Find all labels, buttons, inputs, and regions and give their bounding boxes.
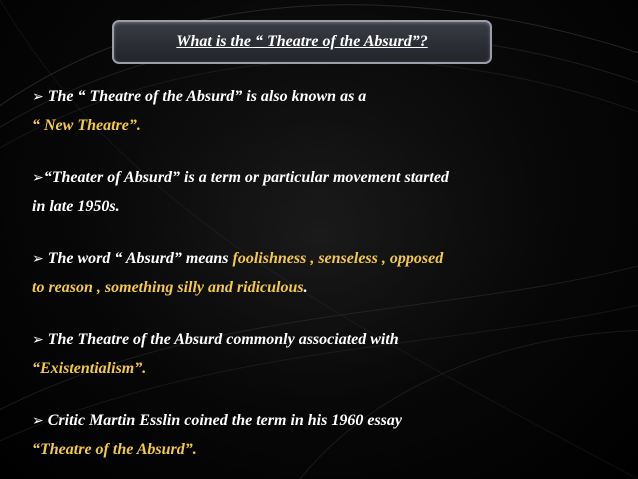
- point-2-line-2: in late 1950s.: [32, 198, 120, 215]
- arrow-bullet-icon: ➢: [32, 90, 44, 105]
- highlight-text: to reason , something silly and ridiculous: [32, 279, 304, 296]
- point-3: [32, 245, 622, 302]
- slide-content: [32, 83, 622, 479]
- point-4-line-1: ➢ The Theatre of the Absurd commonly associated with: [32, 331, 399, 348]
- point-4-line-2: “Existentialism”.: [32, 360, 147, 377]
- arrow-bullet-icon: ➢: [32, 414, 44, 429]
- point-3-line-2: to reason , something silly and ridiculous.: [32, 279, 308, 296]
- point-4: [32, 326, 622, 383]
- point-1: [32, 83, 622, 140]
- slide-title: What is the “ Theatre of the Absurd”?: [176, 33, 428, 50]
- point-1-line-2: “ New Theatre”.: [32, 117, 141, 134]
- point-5-line-1: ➢ Critic Martin Esslin coined the term in his 1960 essay: [32, 412, 403, 429]
- point-1-line-1: ➢ The “ Theatre of the Absurd” is also known as a: [32, 88, 367, 105]
- point-2: [32, 164, 622, 221]
- arrow-bullet-icon: ➢: [32, 171, 44, 186]
- title-box: [112, 20, 492, 64]
- point-3-line-1: ➢ The word “ Absurd” means foolishness , senseless , opposed: [32, 250, 444, 267]
- point-5-line-2: “Theatre of the Absurd”.: [32, 441, 197, 458]
- arrow-bullet-icon: ➢: [32, 333, 44, 348]
- point-5: [32, 407, 622, 464]
- arrow-bullet-icon: ➢: [32, 252, 44, 267]
- highlight-text: foolishness , senseless , opposed: [232, 250, 444, 267]
- point-2-line-1: ➢“Theater of Absurd” is a term or particular movement started: [32, 169, 449, 186]
